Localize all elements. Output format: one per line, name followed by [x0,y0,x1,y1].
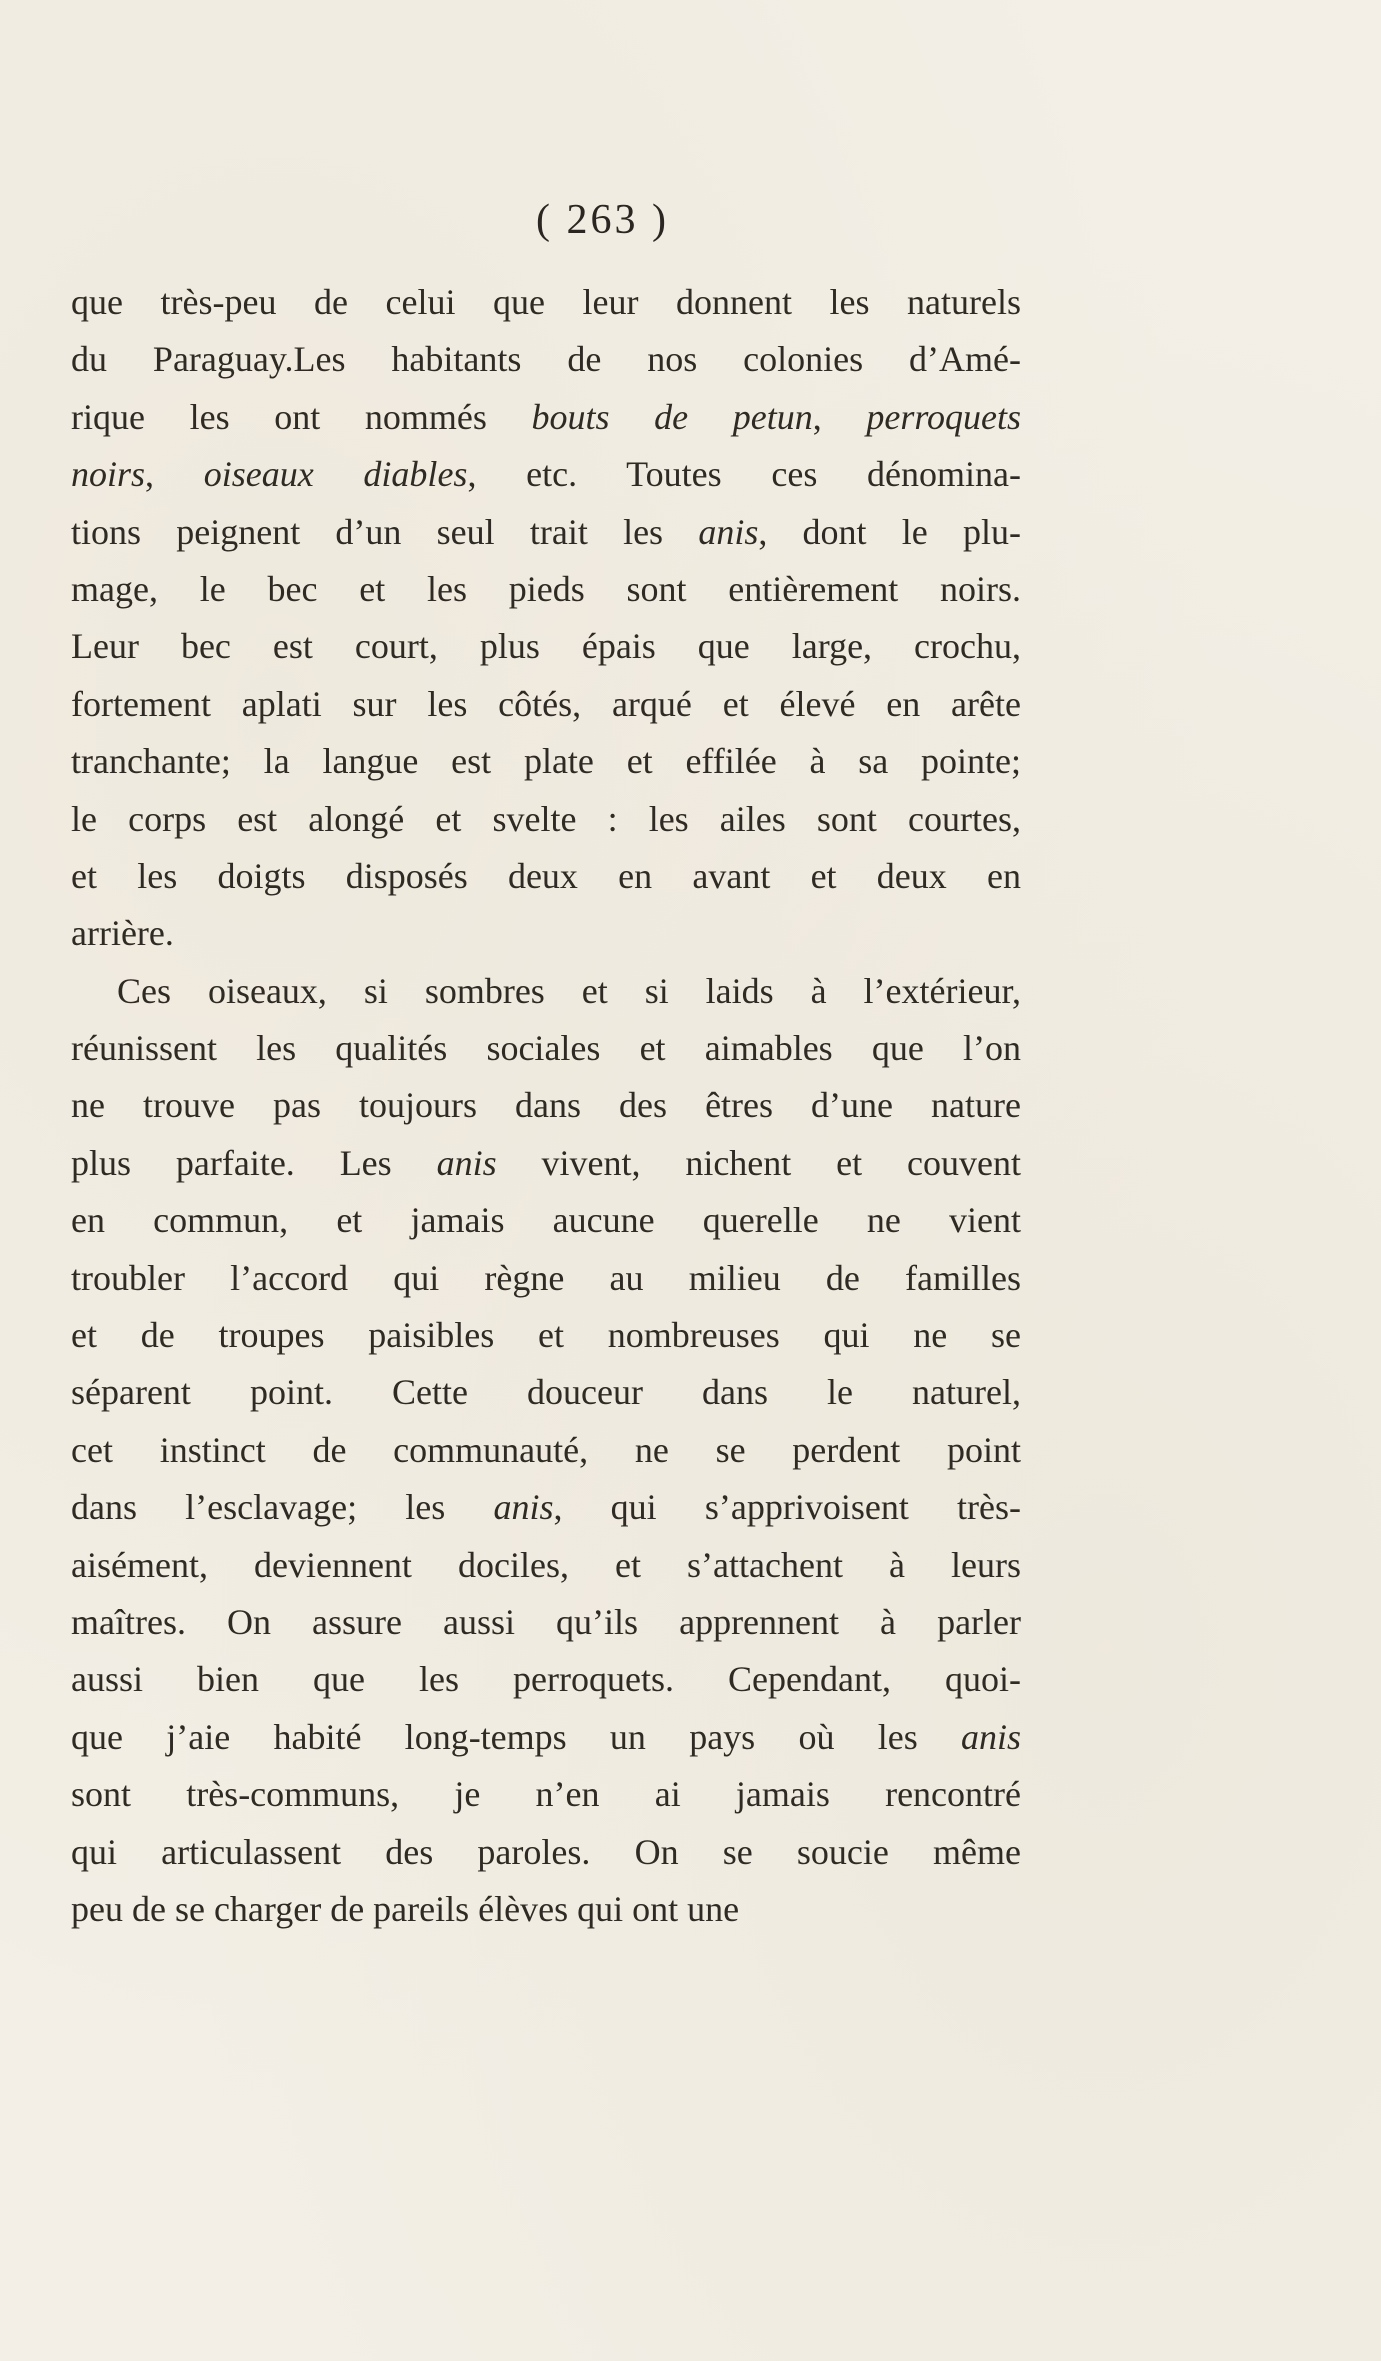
text-segment: , [812,396,867,437]
text-line [71,1537,1021,1594]
italic-term: anis [436,1142,497,1183]
text-segment: qui articulassent des paroles. On se soucie même [71,1831,1021,1872]
text-line [71,905,1021,962]
text-line [71,1709,1021,1766]
italic-term: anis [960,1716,1021,1757]
text-segment: , [145,454,204,495]
italic-term: noirs [71,454,146,495]
text-segment: aisément, deviennent dociles, et s’attachent à leurs [71,1544,1021,1585]
text-segment: rique les ont nommés [71,396,532,437]
text-line [71,1364,1021,1421]
page-number: ( 263 ) [536,197,669,243]
text-segment: vivent, nichent et couvent [496,1142,1021,1183]
italic-term: bouts de petun [531,396,813,437]
text-segment: tions peignent d’un seul trait les [71,511,699,552]
text-line [71,561,1021,618]
text-line [71,389,1021,446]
text-line [71,1192,1021,1249]
text-line [71,1479,1021,1536]
text-segment: que très-peu de celui que leur donnent les naturels [71,282,1021,322]
text-line [71,791,1021,848]
text-segment: du Paraguay.Les habitants de nos colonies d’Amé- [71,339,1021,380]
text-segment: fortement aplati sur les côtés, arqué et élevé en arête [71,683,1021,724]
text-line [71,331,1021,388]
text-segment: troubler l’accord qui règne au milieu de familles [71,1257,1021,1298]
text-line [71,963,1021,1020]
text-line [71,1250,1021,1307]
text-segment: , etc. Toutes ces dénomina- [467,454,1021,495]
text-line [71,446,1021,503]
text-segment: arrière. [71,913,174,954]
text-segment: Ces oiseaux, si sombres et si laids à l’extérieur, [117,970,1021,1011]
text-segment: ne trouve pas toujours dans des êtres d’une nature [71,1085,1021,1126]
paragraph [71,274,1021,963]
text-line [71,1824,1021,1881]
text-line [71,848,1021,905]
text-line [71,1135,1021,1192]
text-segment: réunissent les qualités sociales et aimables que l’on [71,1028,1021,1069]
text-line [71,1881,1021,1938]
italic-term: anis [698,511,759,552]
text-segment: le corps est alongé et svelte : les ailes sont courtes, [71,798,1021,839]
text-line [71,733,1021,790]
text-segment: mage, le bec et les pieds sont entièrement noirs. [71,568,1021,609]
paragraph [71,963,1021,1939]
text-segment: séparent point. Cette douceur dans le naturel, [71,1372,1021,1413]
text-segment: , dont le plu- [758,511,1021,552]
text-line [71,504,1021,561]
text-segment: dans l’esclavage; les [71,1487,494,1528]
text-line [71,676,1021,733]
text-segment: et de troupes paisibles et nombreuses qui ne se [71,1315,1021,1356]
text-line [71,1766,1021,1823]
text-line [71,1651,1021,1708]
text-segment: cet instinct de communauté, ne se perdent point [71,1429,1021,1470]
text-line [71,1020,1021,1077]
italic-term: perroquets [866,396,1022,437]
text-segment: plus parfaite. Les [71,1142,437,1183]
text-segment: peu de se charger de pareils élèves qui ont une [71,1888,740,1929]
italic-term: oiseaux diables [203,454,468,495]
text-line [71,618,1021,675]
text-segment: en commun, et jamais aucune querelle ne vient [71,1200,1021,1241]
text-segment: et les doigts disposés deux en avant et deux en [71,855,1021,896]
text-line [71,1307,1021,1364]
text-segment: que j’aie habité long-temps un pays où les [71,1716,961,1757]
text-line [71,274,1021,331]
text-line [71,1422,1021,1479]
text-segment: sont très-communs, je n’en ai jamais rencontré [71,1774,1021,1815]
italic-term: anis [493,1487,554,1528]
text-line [71,1077,1021,1134]
text-line [71,1594,1021,1651]
text-segment: maîtres. On assure aussi qu’ils apprennent à parler [71,1601,1021,1642]
text-segment: Leur bec est court, plus épais que large, crochu, [71,626,1021,667]
text-segment: tranchante; la langue est plate et effilée à sa pointe; [71,741,1021,782]
text-segment: , qui s’apprivoisent très- [553,1487,1021,1528]
text-segment: aussi bien que les perroquets. Cependant, quoi- [71,1659,1021,1700]
body-text [71,274,1021,1938]
